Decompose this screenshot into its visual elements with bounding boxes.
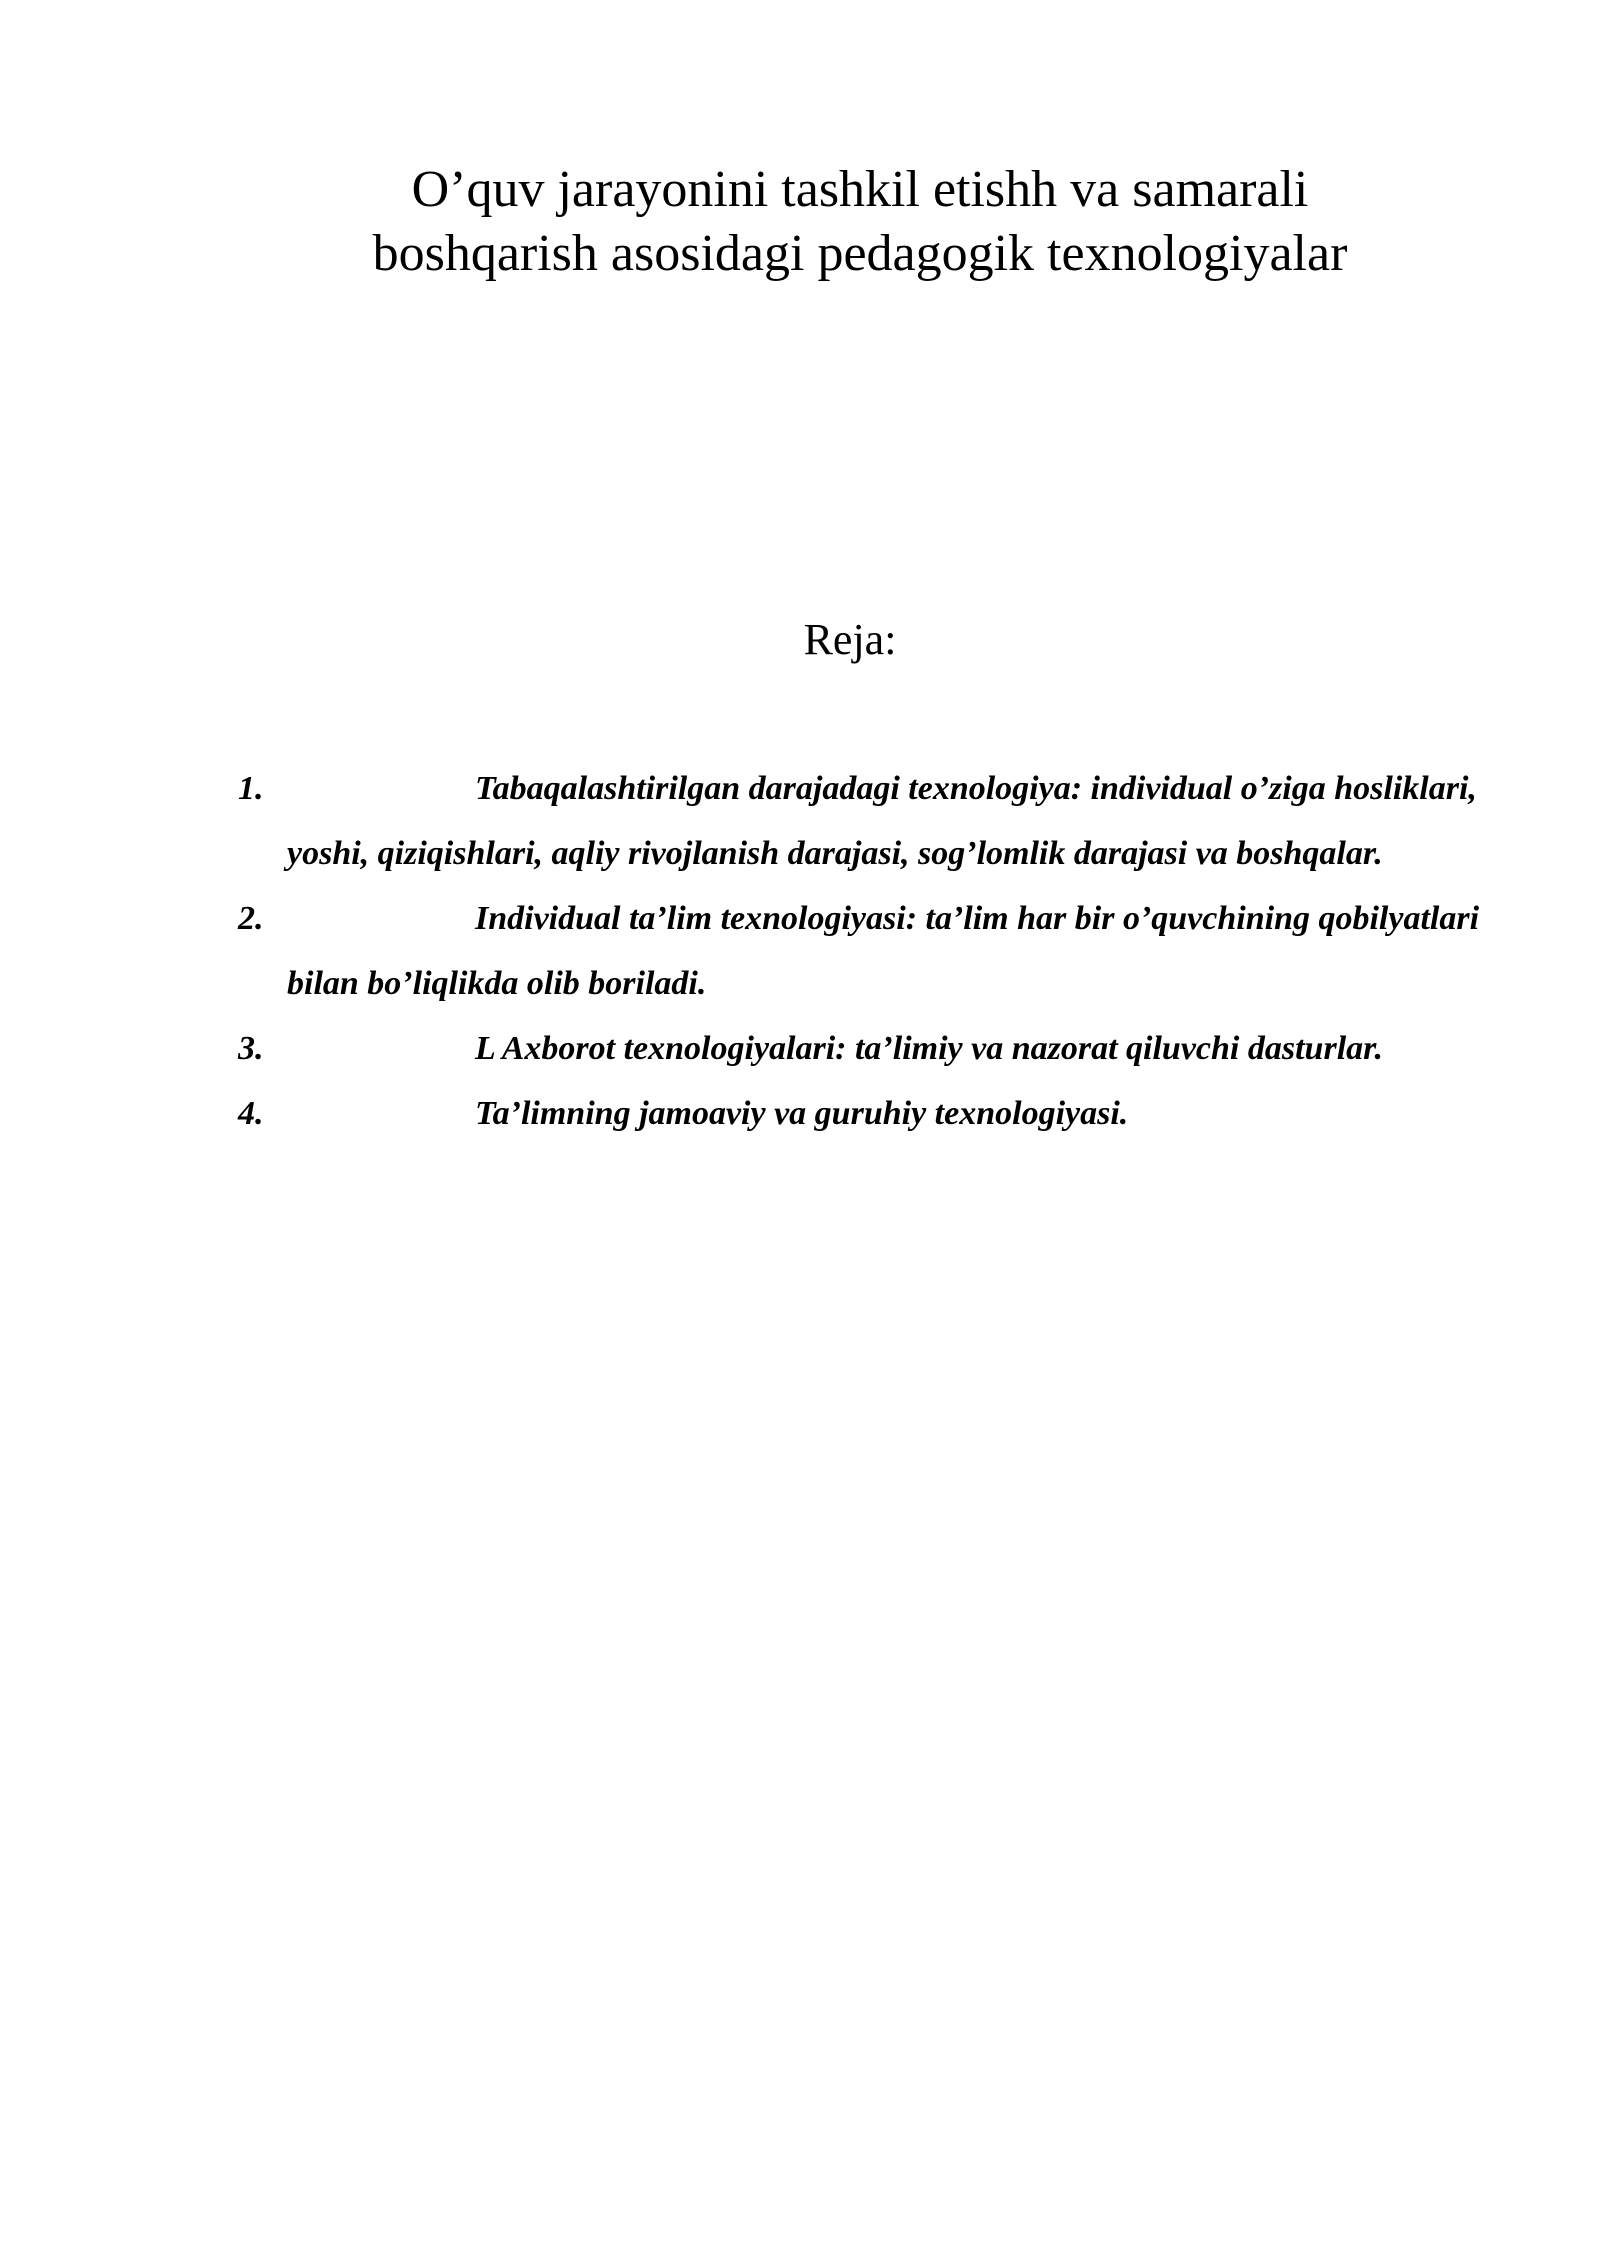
plan-item-3 <box>0 1016 1600 1081</box>
plan-item-number: 3. <box>238 1030 264 1067</box>
plan-item-1 <box>0 756 1600 886</box>
plan-item-number: 2. <box>238 900 264 937</box>
plan-item-text: Tabaqalashtirilgan darajadagi texnologiya: individual o’ziga hosliklari, yoshi, qiziqishlari, aqliy rivojlanish darajasi, sog’lomlik darajasi va boshqalar. <box>287 770 1477 872</box>
plan-item-text: L Axborot texnologiyalari: ta’limiy va nazorat qiluvchi dasturlar. <box>475 1030 1383 1067</box>
plan-heading: Reja: <box>803 615 897 664</box>
document-title-line-1: O’quv jarayonini tashkil etishh va samarali <box>411 161 1309 218</box>
plan-item-number: 1. <box>238 770 264 807</box>
plan-list <box>0 756 1600 1146</box>
document-title <box>280 158 1440 286</box>
document-title-line-2: boshqarish asosidagi pedagogik texnologiyalar <box>372 225 1348 282</box>
plan-item-text: Individual ta’lim texnologiyasi: ta’lim har bir o’quvchining qobilyatlari bilan bo’liqlikda olib boriladi. <box>287 900 1480 1002</box>
plan-item-text: Ta’limning jamoaviy va guruhiy texnologiyasi. <box>475 1095 1129 1132</box>
plan-item-2 <box>0 886 1600 1016</box>
plan-item-4 <box>0 1081 1600 1146</box>
plan-item-number: 4. <box>238 1095 264 1132</box>
